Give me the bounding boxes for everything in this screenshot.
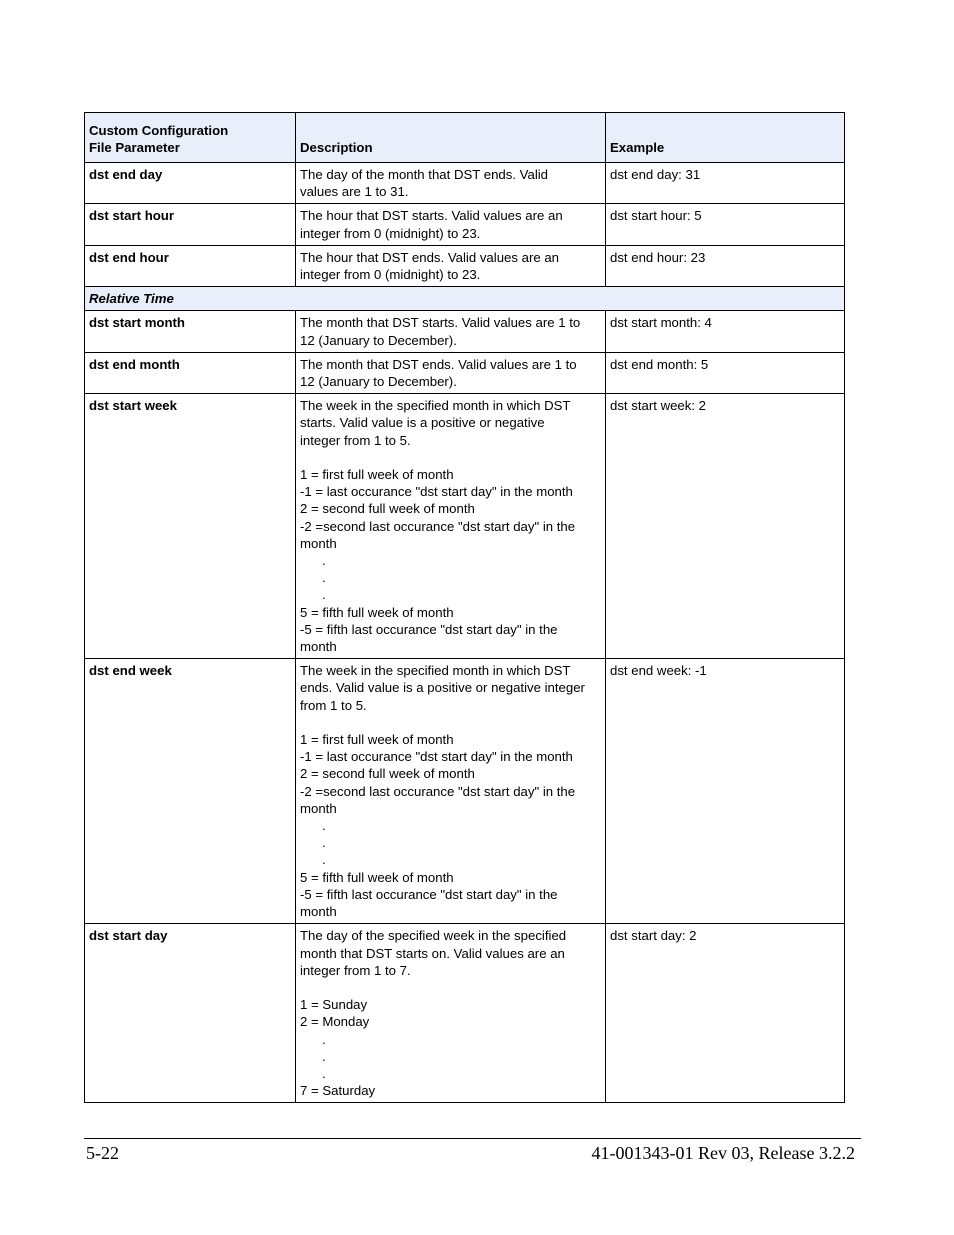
parameter-name: dst start hour [85, 204, 296, 245]
description-line: integer from 1 to 5. [300, 432, 411, 448]
description-line: values are 1 to 31. [300, 184, 409, 200]
parameter-example: dst end day: 31 [606, 163, 845, 204]
parameter-name: dst end month [85, 352, 296, 393]
parameter-description [296, 924, 606, 1103]
parameter-example: dst start month: 4 [606, 311, 845, 352]
parameter-example: dst start day: 2 [606, 924, 845, 1103]
description-line: . [322, 587, 326, 603]
description-line: -2 =second last occurance "dst start day" in the [300, 783, 576, 799]
description-line [300, 714, 601, 731]
parameter-example: dst start hour: 5 [606, 204, 845, 245]
description-line: . [322, 818, 326, 834]
page-number: 5-22 [86, 1143, 119, 1163]
description-line: 1 = first full week of month [300, 467, 454, 483]
description-line: . [322, 1048, 326, 1064]
description-line: The day of the specified week in the specified [300, 928, 567, 944]
table-row [85, 204, 845, 245]
description-line [300, 979, 601, 996]
description-line: The week in the specified month in which DST [300, 663, 571, 679]
description-line: 2 = Monday [300, 1014, 370, 1030]
description-line: . [322, 570, 326, 586]
table-row [85, 659, 845, 924]
header-parameter-line2: File Parameter [89, 139, 180, 155]
description-line: . [322, 1065, 326, 1081]
document-id: 41-001343-01 Rev 03, Release 3.2.2 [591, 1143, 855, 1163]
description-line: 2 = second full week of month [300, 501, 475, 517]
description-line: . [322, 835, 326, 851]
parameter-description [296, 163, 606, 204]
description-line: 12 (January to December). [300, 332, 457, 348]
description-line [300, 449, 601, 466]
table-body [85, 163, 845, 1103]
table-row [85, 924, 845, 1103]
description-line: . [322, 852, 326, 868]
description-line: month [300, 904, 337, 920]
parameter-example: dst end month: 5 [606, 352, 845, 393]
description-line: The hour that DST starts. Valid values are an [300, 208, 563, 224]
description-line: 12 (January to December). [300, 374, 457, 390]
table-section-row [85, 287, 845, 311]
description-line: 2 = second full week of month [300, 766, 475, 782]
description-line: -1 = last occurance "dst start day" in the month [300, 749, 573, 765]
table-row [85, 163, 845, 204]
description-line: The week in the specified month in which DST [300, 398, 571, 414]
parameter-description [296, 245, 606, 286]
parameter-name: dst end week [85, 659, 296, 924]
table-row [85, 352, 845, 393]
description-line: integer from 0 (midnight) to 23. [300, 267, 481, 283]
description-line: -2 =second last occurance "dst start day" in the [300, 518, 576, 534]
parameter-description [296, 394, 606, 659]
description-line: The day of the month that DST ends. Valid [300, 167, 549, 182]
description-line: month [300, 535, 337, 551]
table-row [85, 394, 845, 659]
parameter-example: dst end hour: 23 [606, 245, 845, 286]
description-line: month [300, 800, 337, 816]
description-line: month [300, 639, 337, 655]
description-line: 5 = fifth full week of month [300, 604, 454, 620]
description-line: 7 = Saturday [300, 1083, 376, 1099]
description-line: 1 = first full week of month [300, 732, 454, 748]
description-line: . [322, 553, 326, 569]
section-label: Relative Time [85, 287, 845, 311]
configuration-parameters-table [84, 112, 845, 1103]
parameter-description [296, 659, 606, 924]
description-line: ends. Valid value is a positive or negative integer [300, 680, 585, 696]
description-line: The month that DST ends. Valid values are 1 to [300, 356, 577, 372]
description-line: 5 = fifth full week of month [300, 869, 454, 885]
description-line: 1 = Sunday [300, 997, 368, 1013]
header-parameter-line1: Custom Configuration [89, 122, 229, 138]
description-line: starts. Valid value is a positive or negative [300, 415, 545, 431]
description-line: from 1 to 5. [300, 697, 367, 713]
description-line: . [322, 1031, 326, 1047]
header-description: Description [296, 113, 606, 163]
parameter-name: dst end day [85, 163, 296, 204]
parameter-description [296, 352, 606, 393]
footer-divider [84, 1138, 861, 1139]
description-line: -5 = fifth last occurance "dst start day" in the [300, 886, 558, 902]
table-row [85, 245, 845, 286]
parameter-description [296, 311, 606, 352]
parameter-name: dst start week [85, 394, 296, 659]
parameter-example: dst start week: 2 [606, 394, 845, 659]
header-parameter [85, 113, 296, 163]
table-header-row [85, 113, 845, 163]
table-row [85, 311, 845, 352]
parameter-name: dst start month [85, 311, 296, 352]
description-line: -1 = last occurance "dst start day" in the month [300, 484, 573, 500]
description-line: integer from 1 to 7. [300, 962, 411, 978]
description-line: The hour that DST ends. Valid values are an [300, 249, 560, 265]
description-line: -5 = fifth last occurance "dst start day" in the [300, 621, 558, 637]
parameter-name: dst start day [85, 924, 296, 1103]
parameter-description [296, 204, 606, 245]
header-example: Example [606, 113, 845, 163]
parameter-name: dst end hour [85, 245, 296, 286]
description-line: month that DST starts on. Valid values are an [300, 945, 565, 961]
description-line: The month that DST starts. Valid values are 1 to [300, 315, 581, 331]
parameter-example: dst end week: -1 [606, 659, 845, 924]
description-line: integer from 0 (midnight) to 23. [300, 225, 481, 241]
